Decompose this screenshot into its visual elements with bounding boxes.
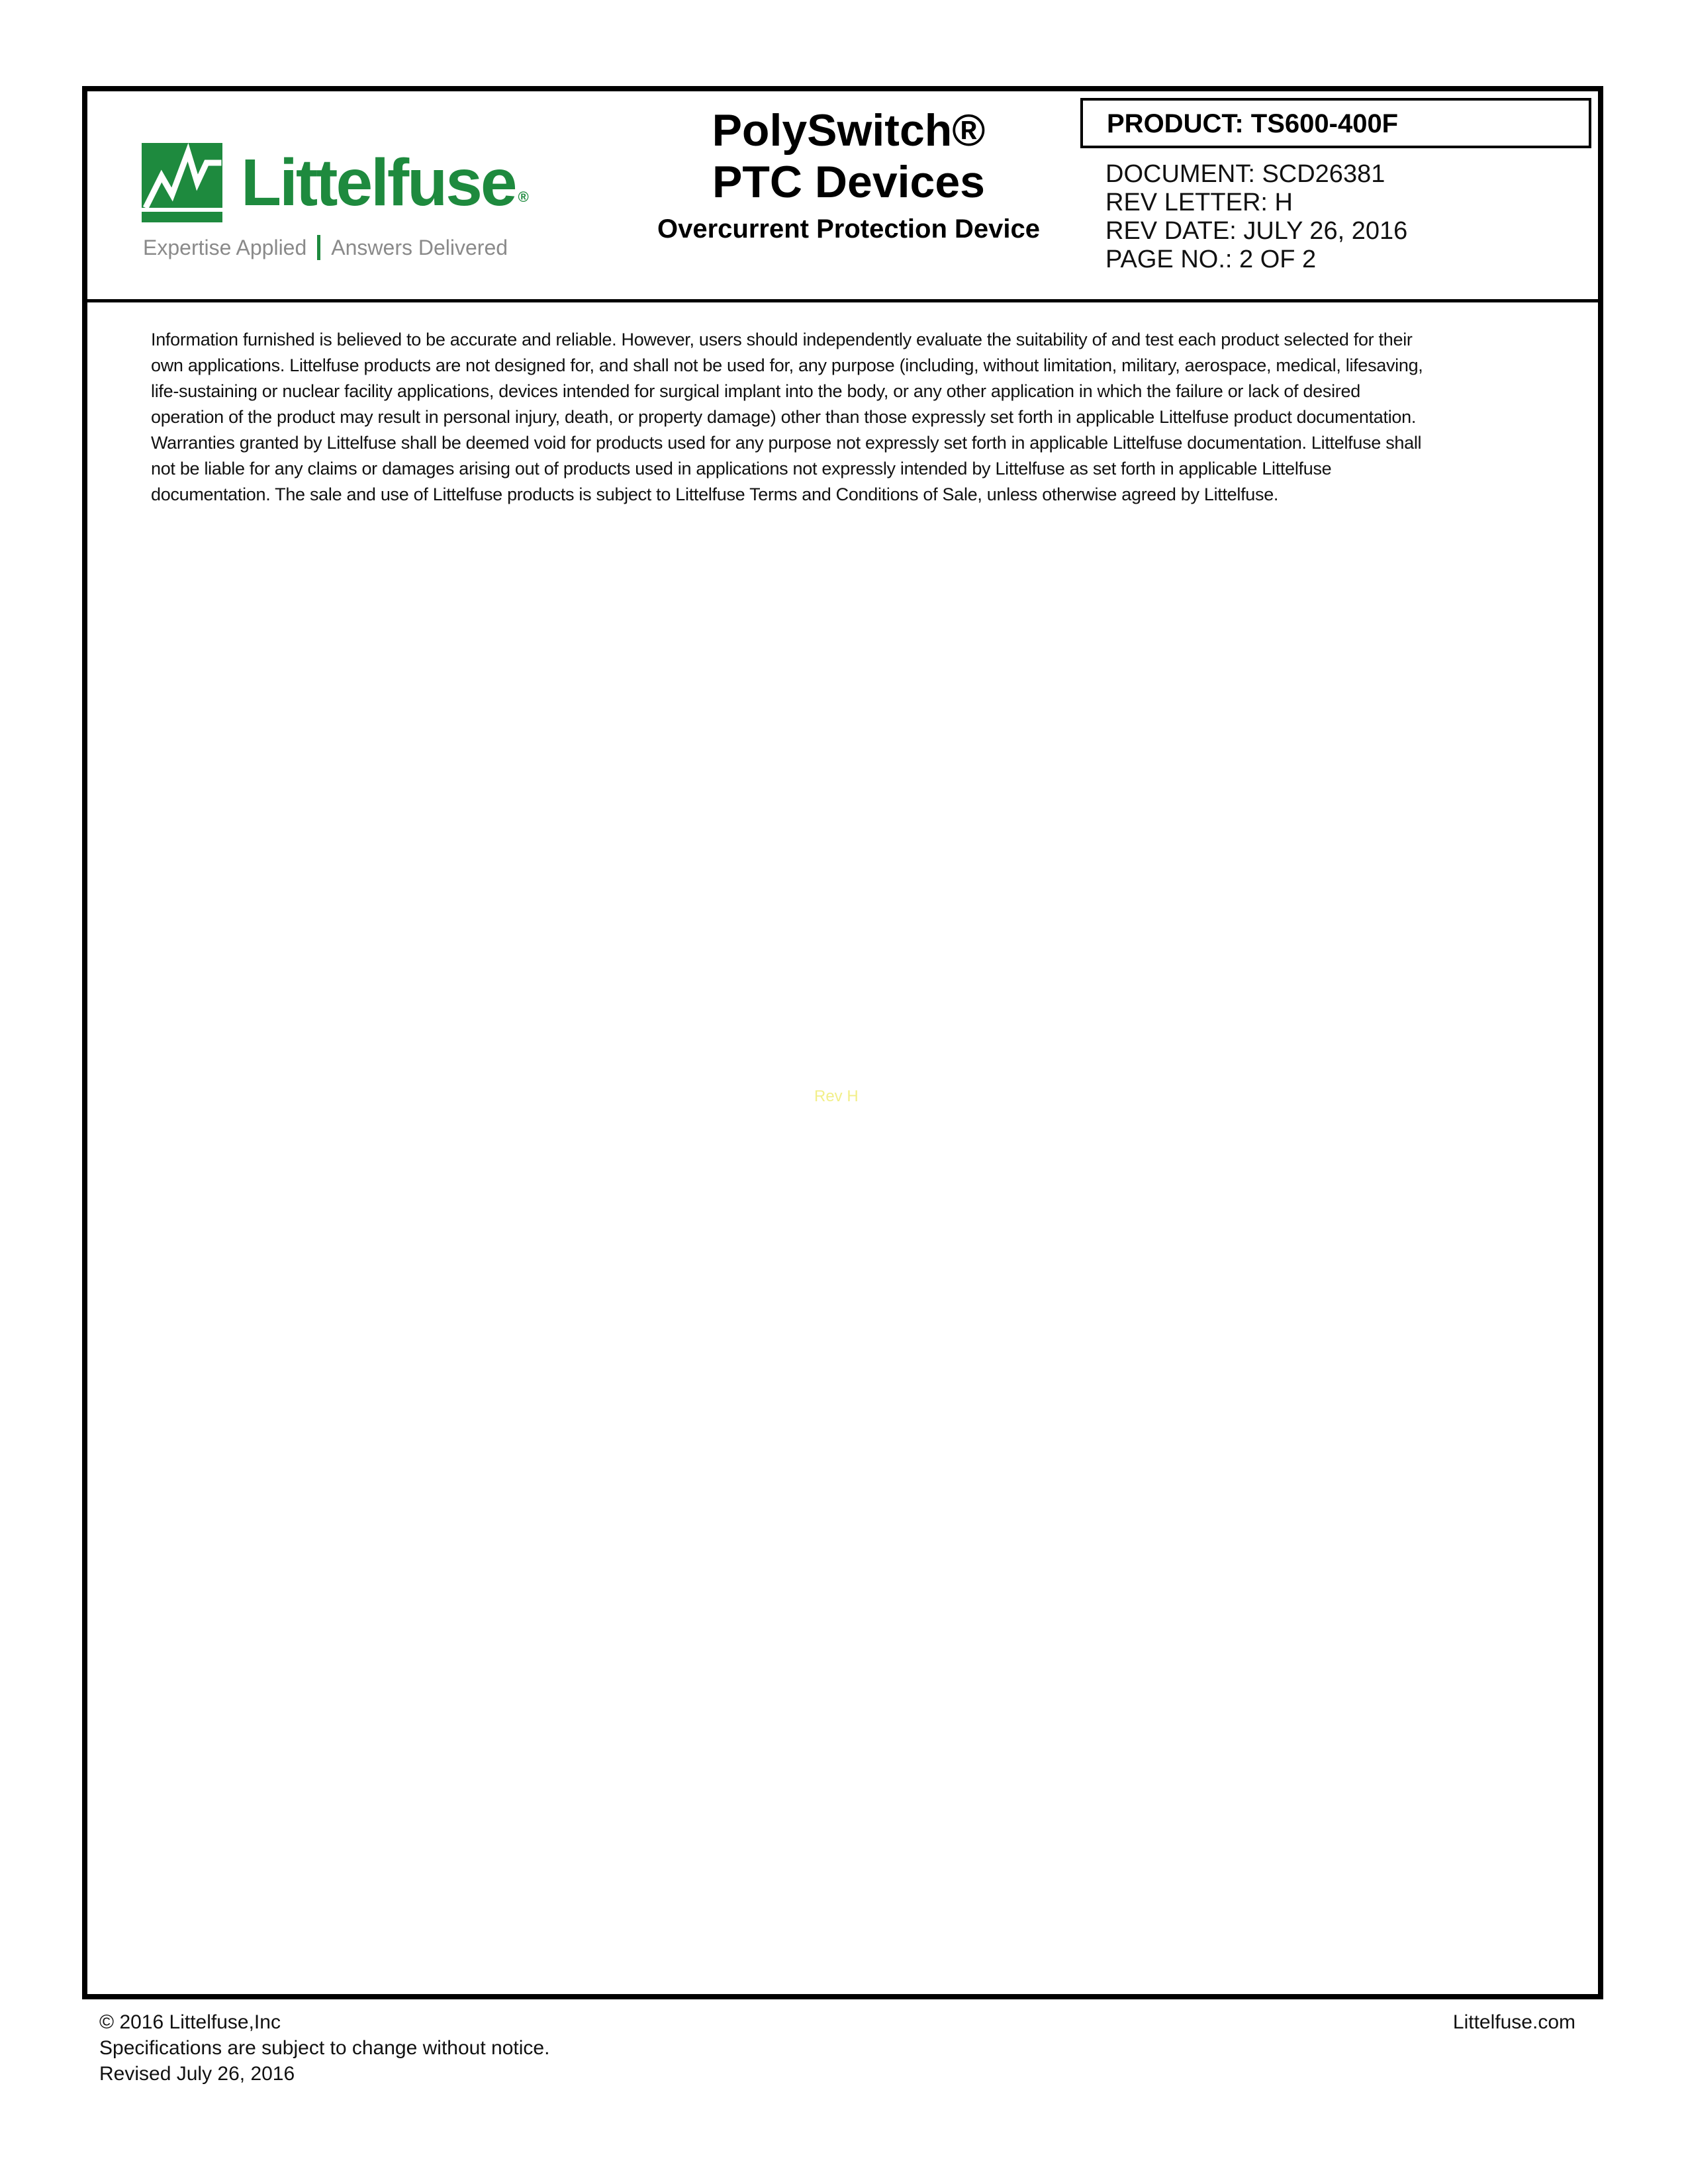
title-ptc-devices: PTC Devices <box>712 157 985 207</box>
product-box: PRODUCT: TS600-400F <box>1080 98 1591 148</box>
watermark: Rev H <box>814 1087 859 1105</box>
title-block <box>617 105 1080 248</box>
title-polyswitch: PolySwitch® <box>712 105 986 156</box>
footer-revised: Revised July 26, 2016 <box>99 2063 295 2085</box>
logo-tagline <box>143 236 508 262</box>
footer-copyright: © 2016 Littelfuse,Inc <box>99 2011 281 2033</box>
page-number: PAGE NO.: 2 OF 2 <box>1105 246 1317 273</box>
rev-letter: REV LETTER: H <box>1105 189 1293 216</box>
page-frame <box>82 86 1603 1999</box>
disclaimer-line: Information furnished is believed to be accurate and reliable. However, users should independently evaluate the suitability of and test each product selected for their <box>151 330 1413 349</box>
document-number: DOCUMENT: SCD26381 <box>1105 160 1385 188</box>
footer-website-link[interactable]: Littelfuse.com <box>1452 2011 1575 2033</box>
tagline-right: Answers Delivered <box>331 236 508 259</box>
tagline-separator <box>317 235 320 260</box>
disclaimer-line: documentation. The sale and use of Littelfuse products is subject to Littelfuse Terms and Conditions of Sale, unless otherwise agreed by Littelfuse. <box>151 484 1279 504</box>
logo-wordmark: Littelfuse ® <box>241 146 529 220</box>
rev-date: REV DATE: JULY 26, 2016 <box>1105 217 1408 245</box>
disclaimer-text <box>151 327 1475 508</box>
footer-notice: Specifications are subject to change without notice. <box>99 2037 550 2059</box>
disclaimer-line: operation of the product may result in personal injury, death, or property damage) other than those expressly set forth in applicable Littelfuse product documentation. <box>151 407 1417 427</box>
tagline-left: Expertise Applied <box>143 236 307 259</box>
disclaimer-line: Warranties granted by Littelfuse shall be deemed void for products used for any purpose not expressly set forth in applicable Littelfuse documentation. Littelfuse shall <box>151 433 1422 453</box>
document-info <box>1105 160 1407 274</box>
footer-left <box>99 2009 549 2087</box>
subtitle: Overcurrent Protection Device <box>657 214 1040 244</box>
disclaimer-line: own applications. Littelfuse products are not designed for, and shall not be used for, any purpose (including, without limitation, military, aerospace, medical, lifesaving, <box>151 355 1423 375</box>
littelfuse-logo <box>142 143 565 275</box>
disclaimer-line: life-sustaining or nuclear facility applications, devices intended for surgical implant into the body, or any other application in which the failure or lack of desired <box>151 381 1360 401</box>
registered-mark: ® <box>518 189 529 205</box>
littelfuse-logo-mark-icon <box>142 143 222 222</box>
header-divider <box>87 299 1598 302</box>
disclaimer-line: not be liable for any claims or damages arising out of products used in applications not expressly intended by Littelfuse as set forth in applicable Littelfuse <box>151 459 1332 478</box>
